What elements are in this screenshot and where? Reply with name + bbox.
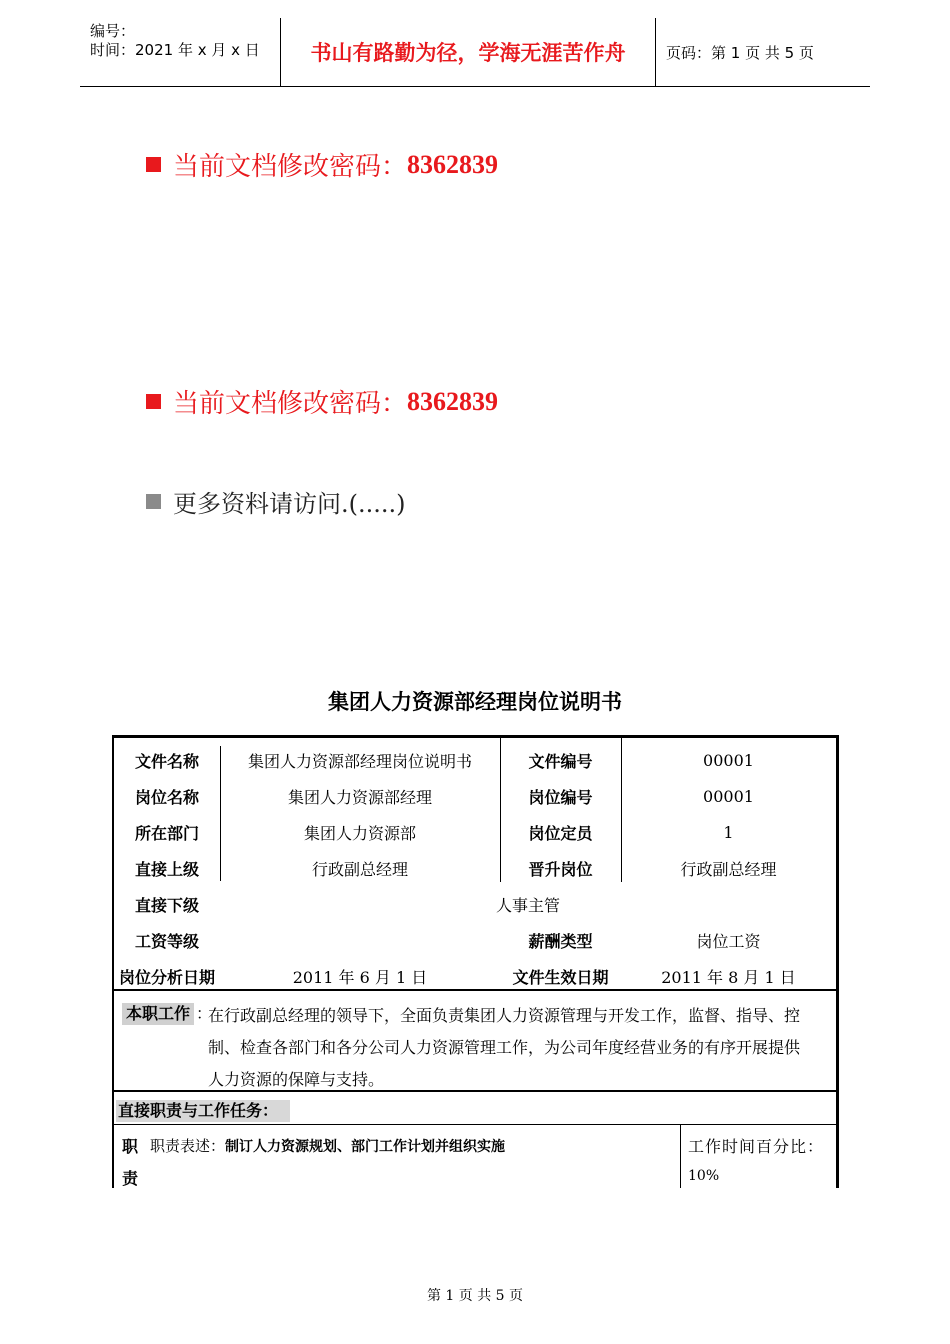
more-info-text: 更多资料请访问.(.....) — [173, 490, 406, 518]
post-name-label: 岗位名称 — [134, 787, 199, 807]
analysis-date-label: 岗位分析日期 — [118, 967, 215, 987]
post-name-value: 集团人力资源部经理 — [287, 787, 432, 807]
responsibility-row — [112, 1124, 839, 1188]
time-percent-label: 工作时间百分比： — [688, 1137, 825, 1156]
tasks-section — [112, 1088, 839, 1125]
header-motto: 书山有路勤为径，学海无涯苦作舟 — [280, 18, 656, 86]
analysis-date-value: 2011 年 6 月 1 日 — [292, 967, 428, 987]
red-square-bullet-icon — [146, 157, 161, 172]
dept-label: 所在部门 — [134, 823, 199, 843]
password-notice-1 — [146, 146, 498, 183]
quota-label: 岗位定员 — [528, 823, 593, 843]
table-row — [114, 778, 836, 814]
password-label: 当前文档修改密码： — [173, 152, 408, 182]
responsibility-desc-label: 职责表述： — [150, 1137, 226, 1155]
password-value: 8362839 — [407, 149, 499, 179]
document-number-label: 编号： — [90, 22, 136, 40]
table-row — [114, 850, 836, 886]
dept-value: 集团人力资源部 — [303, 823, 416, 843]
promotion-label: 晋升岗位 — [528, 859, 593, 879]
subordinate-value: 人事主管 — [495, 895, 560, 915]
header-meta — [90, 22, 280, 60]
table-row — [114, 886, 836, 922]
responsibility-description — [150, 1135, 505, 1156]
duty-section — [112, 989, 839, 1092]
duty-line: 人力资源的保障与支持。 — [208, 1070, 385, 1089]
table-row — [114, 742, 836, 778]
promotion-value: 行政副总经理 — [680, 859, 777, 879]
file-no-label: 文件编号 — [528, 751, 593, 771]
quota-value: 1 — [723, 822, 734, 842]
pay-type-value: 岗位工资 — [696, 931, 761, 951]
duty-line: 在行政副总经理的领导下，全面负责集团人力资源管理与开发工作，监督、指导、控 — [208, 1006, 801, 1025]
file-name-label: 文件名称 — [134, 751, 199, 771]
document-time-label: 时间：2021 年 x 月 x 日 — [90, 41, 260, 59]
pay-type-label: 薪酬类型 — [528, 931, 593, 951]
grade-value — [220, 922, 500, 958]
column-divider — [680, 1124, 681, 1188]
duty-line: 制、检查各部门和各分公司人力资源管理工作，为公司年度经营业务的有序开展提供 — [208, 1038, 801, 1057]
responsibility-desc-value: 制订人力资源规划、部门工作计划并组织实施 — [225, 1139, 506, 1155]
password-value: 8362839 — [407, 386, 499, 416]
duty-label: 本职工作 — [122, 1003, 194, 1025]
time-percent-value: 10% — [688, 1168, 720, 1184]
subordinate-label: 直接下级 — [134, 895, 199, 915]
table-row — [114, 814, 836, 850]
superior-value: 行政副总经理 — [311, 859, 408, 879]
password-notice-2 — [146, 383, 498, 420]
page-footer: 第 1 页 共 5 页 — [426, 1288, 524, 1304]
red-square-bullet-icon — [146, 394, 161, 409]
responsibility-side-char: 职 — [122, 1137, 139, 1156]
grey-square-bullet-icon — [146, 494, 161, 509]
effective-date-value: 2011 年 8 月 1 日 — [661, 967, 796, 987]
job-info-table — [112, 735, 839, 992]
duty-colon: ： — [196, 1004, 213, 1023]
file-no-value: 00001 — [703, 750, 754, 770]
header-page-info: 页码：第 1 页 共 5 页 — [666, 43, 814, 62]
password-label: 当前文档修改密码： — [173, 389, 408, 419]
tasks-label: 直接职责与工作任务： — [116, 1100, 290, 1122]
document-title: 集团人力资源部经理岗位说明书 — [328, 690, 622, 714]
grade-label: 工资等级 — [134, 931, 199, 951]
effective-date-label: 文件生效日期 — [512, 967, 609, 987]
post-no-label: 岗位编号 — [528, 787, 593, 807]
table-row — [114, 922, 836, 958]
duty-text — [208, 1000, 836, 1096]
file-name-value: 集团人力资源部经理岗位说明书 — [247, 751, 472, 771]
responsibility-side-char: 责 — [122, 1169, 139, 1188]
more-info-notice — [146, 484, 406, 519]
post-no-value: 00001 — [703, 786, 754, 806]
page-header — [80, 18, 870, 87]
superior-label: 直接上级 — [134, 859, 199, 879]
